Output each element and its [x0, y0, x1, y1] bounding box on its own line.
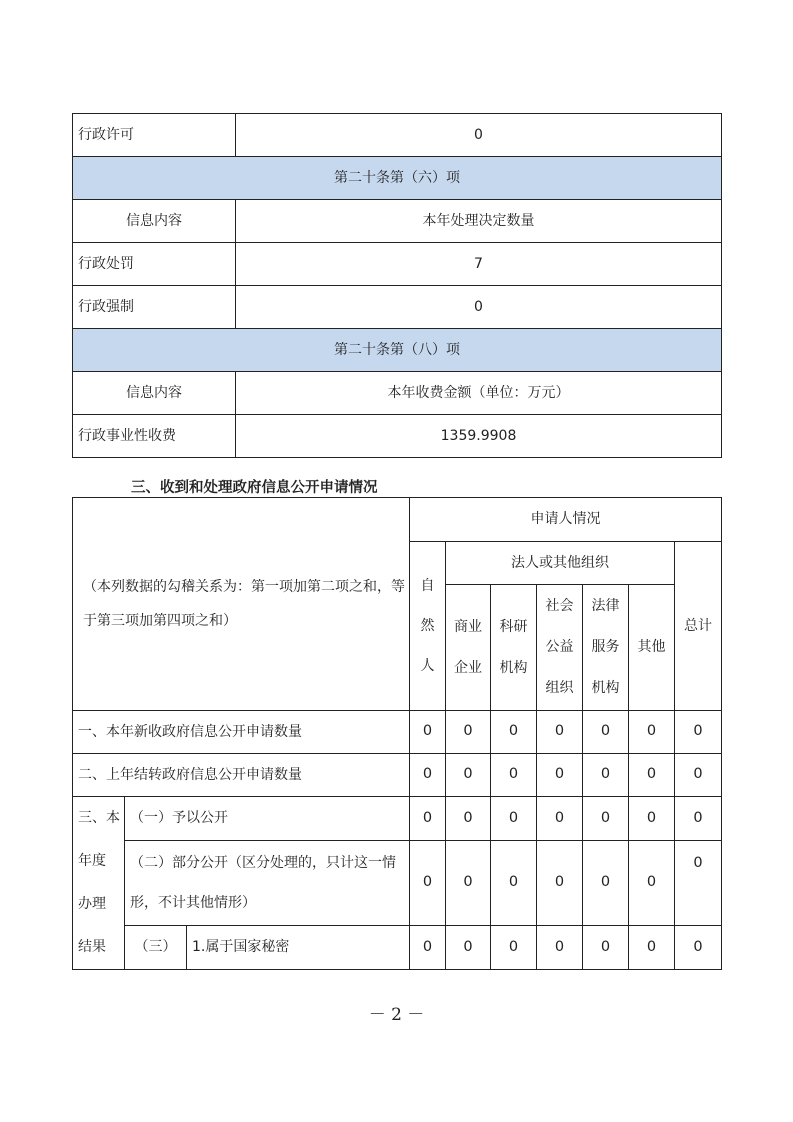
row-value: 1359.9908 — [236, 415, 722, 458]
cell-value: 0 — [446, 926, 491, 970]
label-line: 年度 — [78, 853, 106, 869]
subgroup-label: （三） — [125, 926, 187, 970]
applicant-header: 申请人情况 — [410, 498, 722, 542]
section-heading: 三、收到和处理政府信息公开申请情况 — [131, 480, 378, 496]
cell-value: 0 — [583, 840, 629, 926]
section-header: 第二十条第（六）项 — [73, 157, 722, 200]
cell-value: 0 — [537, 797, 583, 841]
natural-person-header — [410, 542, 446, 711]
row-label: （一）予以公开 — [125, 797, 410, 841]
cell-value: 0 — [410, 840, 446, 926]
cell-value: 0 — [675, 797, 722, 841]
cell-value: 0 — [446, 754, 491, 797]
section-header: 第二十条第（八）项 — [73, 329, 722, 372]
header-line: 组织 — [545, 680, 574, 696]
column-header: 本年收费金额（单位：万元） — [236, 372, 722, 415]
header-line: 企业 — [454, 659, 483, 676]
header-line: 公益 — [545, 639, 574, 655]
research-header — [491, 585, 537, 711]
table-row — [73, 415, 722, 458]
admin-actions-table — [72, 113, 722, 458]
cell-value: 0 — [675, 840, 722, 926]
row-value: 0 — [236, 286, 722, 329]
header-line: 商业 — [454, 618, 483, 635]
label-line: 办理 — [78, 896, 106, 912]
column-header: 本年处理决定数量 — [236, 200, 722, 243]
row-label: 行政许可 — [73, 114, 236, 157]
cell-value: 0 — [583, 926, 629, 970]
table-row — [73, 329, 722, 372]
cell-value: 0 — [491, 754, 537, 797]
table-row — [73, 840, 722, 926]
cell-value: 0 — [629, 797, 675, 841]
table-row — [73, 286, 722, 329]
cell-value: 0 — [629, 840, 675, 926]
header-line: 法律 — [591, 598, 620, 614]
header-line: 机构 — [591, 680, 620, 696]
cell-value: 0 — [629, 754, 675, 797]
cell-value: 0 — [537, 926, 583, 970]
table-row — [73, 711, 722, 754]
cell-value: 0 — [537, 754, 583, 797]
cell-value: 0 — [491, 711, 537, 754]
row-label: 一、本年新收政府信息公开申请数量 — [73, 711, 410, 754]
table-row — [73, 200, 722, 243]
cell-value: 0 — [583, 797, 629, 841]
table-row — [73, 114, 722, 157]
row-label: 1.属于国家秘密 — [187, 926, 410, 970]
cell-value: 0 — [675, 711, 722, 754]
row-label: 行政处罚 — [73, 243, 236, 286]
social-org-header — [537, 585, 583, 711]
cell-value: 0 — [675, 926, 722, 970]
label-line: 结果 — [78, 939, 106, 955]
table-row — [73, 498, 722, 542]
column-header: 信息内容 — [73, 372, 236, 415]
row-label: 二、上年结转政府信息公开申请数量 — [73, 754, 410, 797]
legal-entity-header: 法人或其他组织 — [446, 542, 675, 585]
label-line: 三、本 — [78, 810, 120, 826]
cell-value: 0 — [583, 754, 629, 797]
column-header: 信息内容 — [73, 200, 236, 243]
cell-value: 0 — [410, 797, 446, 841]
applications-table — [72, 497, 722, 970]
result-group-label — [73, 797, 125, 970]
table-row — [73, 754, 722, 797]
row-label: 行政强制 — [73, 286, 236, 329]
total-header: 总计 — [675, 542, 722, 711]
cell-value: 0 — [410, 926, 446, 970]
cell-value: 0 — [410, 711, 446, 754]
reconciliation-note: （本列数据的勾稽关系为：第一项加第二项之和，等于第三项加第四项之和） — [73, 498, 410, 711]
cell-value: 0 — [583, 711, 629, 754]
table-row — [73, 243, 722, 286]
other-header: 其他 — [629, 585, 675, 711]
header-line: 服务 — [591, 639, 620, 655]
header-line: 科研 — [499, 618, 528, 635]
cell-value: 0 — [537, 711, 583, 754]
table-row — [73, 372, 722, 415]
row-label: 行政事业性收费 — [73, 415, 236, 458]
header-line: 自 — [420, 578, 435, 594]
legal-service-header — [583, 585, 629, 711]
header-line: 人 — [420, 658, 435, 674]
row-value: 7 — [236, 243, 722, 286]
cell-value: 0 — [446, 711, 491, 754]
header-line: 然 — [420, 618, 435, 634]
cell-value: 0 — [629, 926, 675, 970]
cell-value: 0 — [410, 754, 446, 797]
cell-value: 0 — [537, 840, 583, 926]
commercial-header — [446, 585, 491, 711]
cell-value: 0 — [491, 840, 537, 926]
cell-value: 0 — [446, 797, 491, 841]
row-value: 0 — [236, 114, 722, 157]
header-line: 社会 — [545, 598, 574, 614]
table-row — [73, 797, 722, 841]
header-line: 机构 — [499, 659, 528, 676]
cell-value: 0 — [491, 926, 537, 970]
page-number: － 2 － — [368, 1005, 425, 1025]
cell-value: 0 — [491, 797, 537, 841]
cell-value: 0 — [675, 754, 722, 797]
row-label: （二）部分公开（区分处理的，只计这一情形，不计其他情形） — [125, 840, 410, 926]
cell-value: 0 — [446, 840, 491, 926]
cell-value: 0 — [629, 711, 675, 754]
table-row — [73, 157, 722, 200]
table-row — [73, 926, 722, 970]
